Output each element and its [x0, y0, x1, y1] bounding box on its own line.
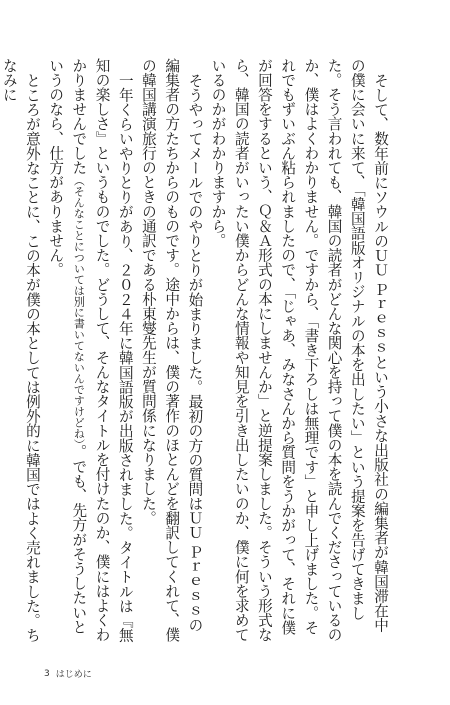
paragraph-3-aside: （そんなことについては別に書いてないんですけどね） [72, 174, 86, 445]
paragraph-3-text-a: 一年くらいやりとりがあり、２０２４年に韓国語版が出版されました。タイトルは『無知の楽しさ』というものでした。どうして、そんなタイトルを付けたのか、僕にはよくわかりませんでした [70, 58, 134, 642]
section-title: はじめに [55, 670, 92, 680]
page-footer [44, 667, 92, 680]
body-text [0, 58, 392, 644]
paragraph-3-text-b: 。でも、先方がそうしたいというのなら、仕方がありません。 [47, 58, 88, 635]
paragraph-4: ところが意外なことに、この本が僕の本としては例外的に韓国ではよく売れました。ちなみに [0, 58, 41, 642]
paragraph-1: そして、数年前にソウルのＵＵ Ｐｒｅｓｓという小さな出版社の編集者が韓国滞在中の僕に会いに来て、「韓国語版オリジナルの本を出したい」という提案を告げてきました。そう言われても、韓国の読者がどんな関心を持って僕の本を読んでくださっているのか、僕はよくわかりません。ですから、「書き下ろしは無理です」と申し上げました。それでもずいぶん粘られましたので、「じゃあ、みなさんから質問をうかがって、それに僕が回答をするという、Ｑ＆Ａ形式の本にしませんか」と逆提案しました。そういう形式なら、韓国の読者がいったい僕からどんな情報や知見を引き出したいのか、僕に何を求めているのかがわかりますから。 [209, 58, 389, 642]
page-number: 3 [44, 668, 50, 679]
paragraph-3 [44, 58, 137, 644]
paragraph-2: そうやってメールでのやりとりが始まりました。最初の方の質問はＵＵ Ｐｒｅｓｓの編集者の方たちからのものです。途中からは、僕の著作のほとんどを翻訳してくれて、僕の韓国講演旅行のときの通訳である朴東燮先生が質問係になりました。 [139, 58, 204, 642]
